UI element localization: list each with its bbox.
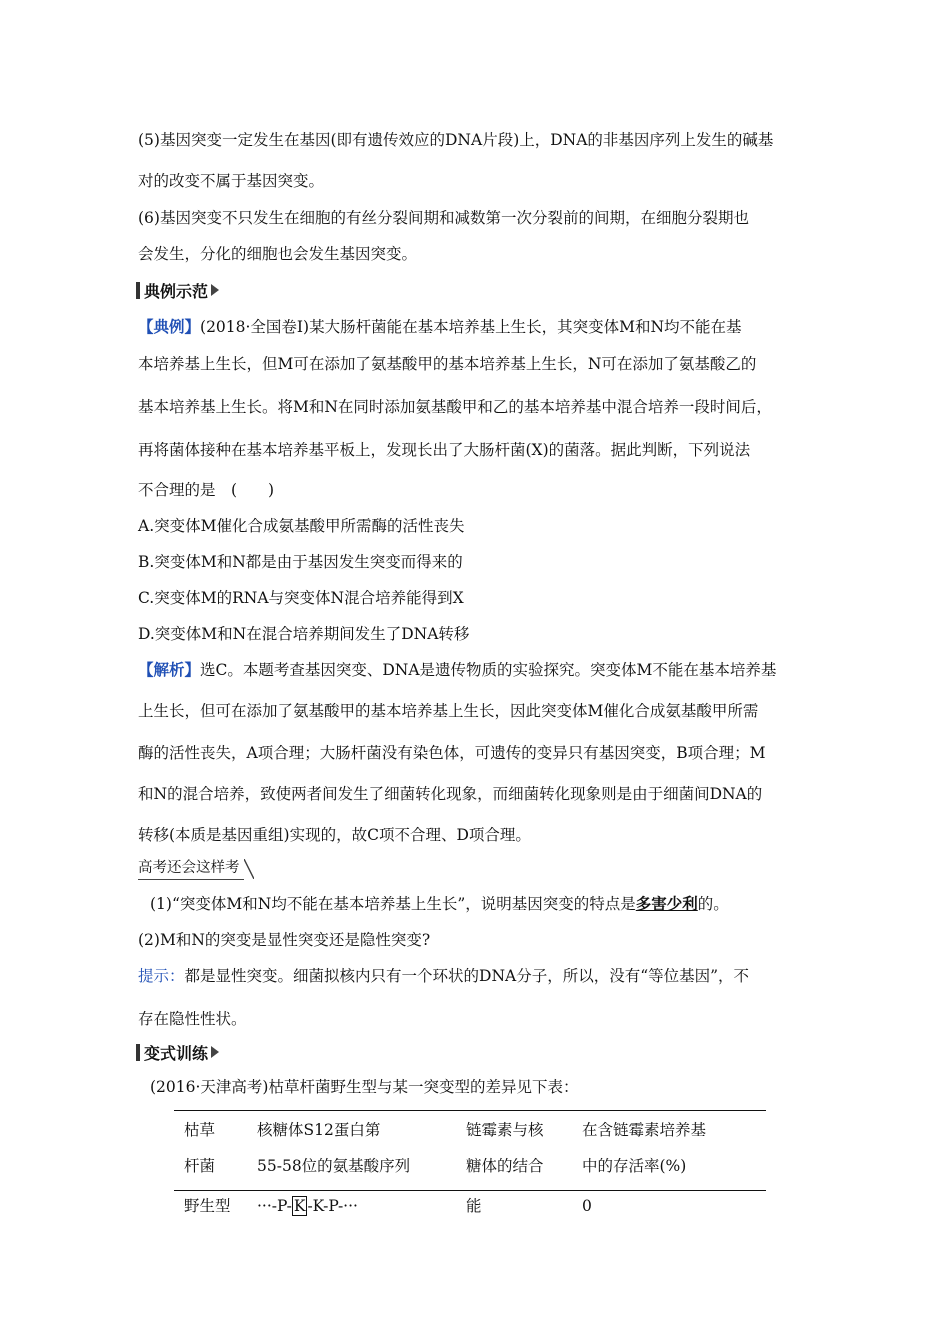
table-header-col2-line2: 55-58位的氨基酸序列 [257, 1157, 411, 1175]
sequence-boxed-residue: K [293, 1197, 306, 1215]
table-header-rule [174, 1190, 766, 1191]
header-bar-icon [136, 282, 140, 299]
paragraph-6-line1: (6)基因突变不只发生在细胞的有丝分裂间期和减数第一次分裂前的间期，在细胞分裂期也 [138, 209, 749, 227]
table-header-col4-line2: 中的存活率(%) [582, 1157, 687, 1175]
header-arrow-icon [211, 284, 219, 296]
example-text-1: (2018·全国卷Ⅰ)某大肠杆菌能在基本培养基上生长，其突变体M和N均不能在基 [200, 318, 742, 336]
hint-line2: 存在隐性性状。 [138, 1010, 247, 1028]
sequence-prefix: ···-P- [257, 1197, 292, 1215]
analysis-line2: 上生长，但可在添加了氨基酸甲的基本培养基上生长，因此突变体M催化合成氨基酸甲所需 [138, 702, 759, 720]
analysis-line4: 和N的混合培养，致使两者间发生了细菌转化现象，而细菌转化现象则是由于细菌间DNA的 [138, 785, 763, 803]
table-header-col4-line1: 在含链霉素培养基 [582, 1121, 707, 1139]
section-header-exam [138, 859, 244, 880]
table-header-col2-line1: 核糖体S12蛋白第 [257, 1121, 381, 1139]
question-1-suffix: 的。 [697, 895, 729, 913]
paragraph-6-line2: 会发生，分化的细胞也会发生基因突变。 [138, 245, 418, 263]
hint-text-1: 都是显性突变。细菌拟核内只有一个环状的DNA分子，所以，没有“等位基因”，不 [184, 967, 750, 985]
table-row-wildtype-label: 野生型 [184, 1197, 231, 1215]
analysis-line1 [138, 660, 776, 680]
table-header-col1-line1: 枯草 [184, 1121, 216, 1139]
table-header-col3-line1: 链霉素与核 [466, 1121, 544, 1139]
header-arrow-icon [211, 1046, 219, 1058]
option-c: C.突变体M的RNA与突变体N混合培养能得到X [138, 589, 464, 607]
section-title-exam: 高考还会这样考 [138, 860, 240, 876]
analysis-text-1: 选C。本题考查基因突变、DNA是遗传物质的实验探究。突变体M不能在基本培养基 [200, 661, 777, 679]
exercise-intro: (2016·天津高考)枯草杆菌野生型与某一突变型的差异见下表： [150, 1078, 579, 1096]
section-header-example [136, 280, 219, 300]
question-1-prefix: (1)“突变体M和N均不能在基本培养基上生长”，说明基因突变的特点是 [150, 895, 636, 913]
example-tag: 【典例】 [138, 317, 201, 336]
question-1 [150, 894, 729, 914]
table-header-col1-line2: 杆菌 [184, 1157, 216, 1175]
hint-line1 [138, 966, 749, 986]
section-title-example: 典例示范 [144, 281, 209, 301]
hint-tag: 提示： [138, 967, 185, 985]
example-line2: 本培养基上生长，但M可在添加了氨基酸甲的基本培养基上生长，N可在添加了氨基酸乙的 [138, 355, 757, 373]
example-line3: 基本培养基上生长。将M和N在同时添加氨基酸甲和乙的基本培养基中混合培养一段时间后， [138, 398, 772, 416]
example-line5: 不合理的是 ( ) [138, 481, 275, 499]
header-bar-icon [136, 1044, 140, 1061]
header-slash-icon [244, 859, 254, 879]
paragraph-5-line2: 对的改变不属于基因突变。 [138, 172, 325, 190]
analysis-tag: 【解析】 [138, 660, 201, 679]
section-title-practice: 变式训练 [144, 1043, 209, 1063]
table-row-wildtype-binding: 能 [466, 1197, 482, 1215]
analysis-line5: 转移(本质是基因重组)实现的，故C项不合理、D项合理。 [138, 826, 531, 844]
section-header-practice [136, 1042, 219, 1062]
question-2: (2)M和N的突变是显性突变还是隐性突变? [138, 931, 431, 949]
question-1-answer: 多害少利 [635, 894, 698, 913]
example-line4: 再将菌体接种在基本培养基平板上，发现长出了大肠杆菌(X)的菌落。据此判断，下列说法 [138, 441, 751, 459]
table-row-wildtype-survival: 0 [582, 1197, 592, 1215]
sequence-suffix: -K-P-··· [307, 1197, 358, 1215]
option-b: B.突变体M和N都是由于基因发生突变而得来的 [138, 553, 463, 571]
table-top-rule [174, 1110, 766, 1111]
option-d: D.突变体M和N在混合培养期间发生了DNA转移 [138, 625, 470, 643]
example-line1 [138, 317, 742, 337]
table-row-wildtype-sequence [257, 1196, 358, 1216]
table-header-col3-line2: 糖体的结合 [466, 1157, 544, 1175]
paragraph-5-line1: (5)基因突变一定发生在基因(即有遗传效应的DNA片段)上，DNA的非基因序列上发生的碱基 [138, 131, 774, 149]
analysis-line3: 酶的活性丧失，A项合理；大肠杆菌没有染色体，可遗传的变异只有基因突变，B项合理；M [138, 744, 766, 762]
option-a: A.突变体M催化合成氨基酸甲所需酶的活性丧失 [138, 517, 465, 535]
